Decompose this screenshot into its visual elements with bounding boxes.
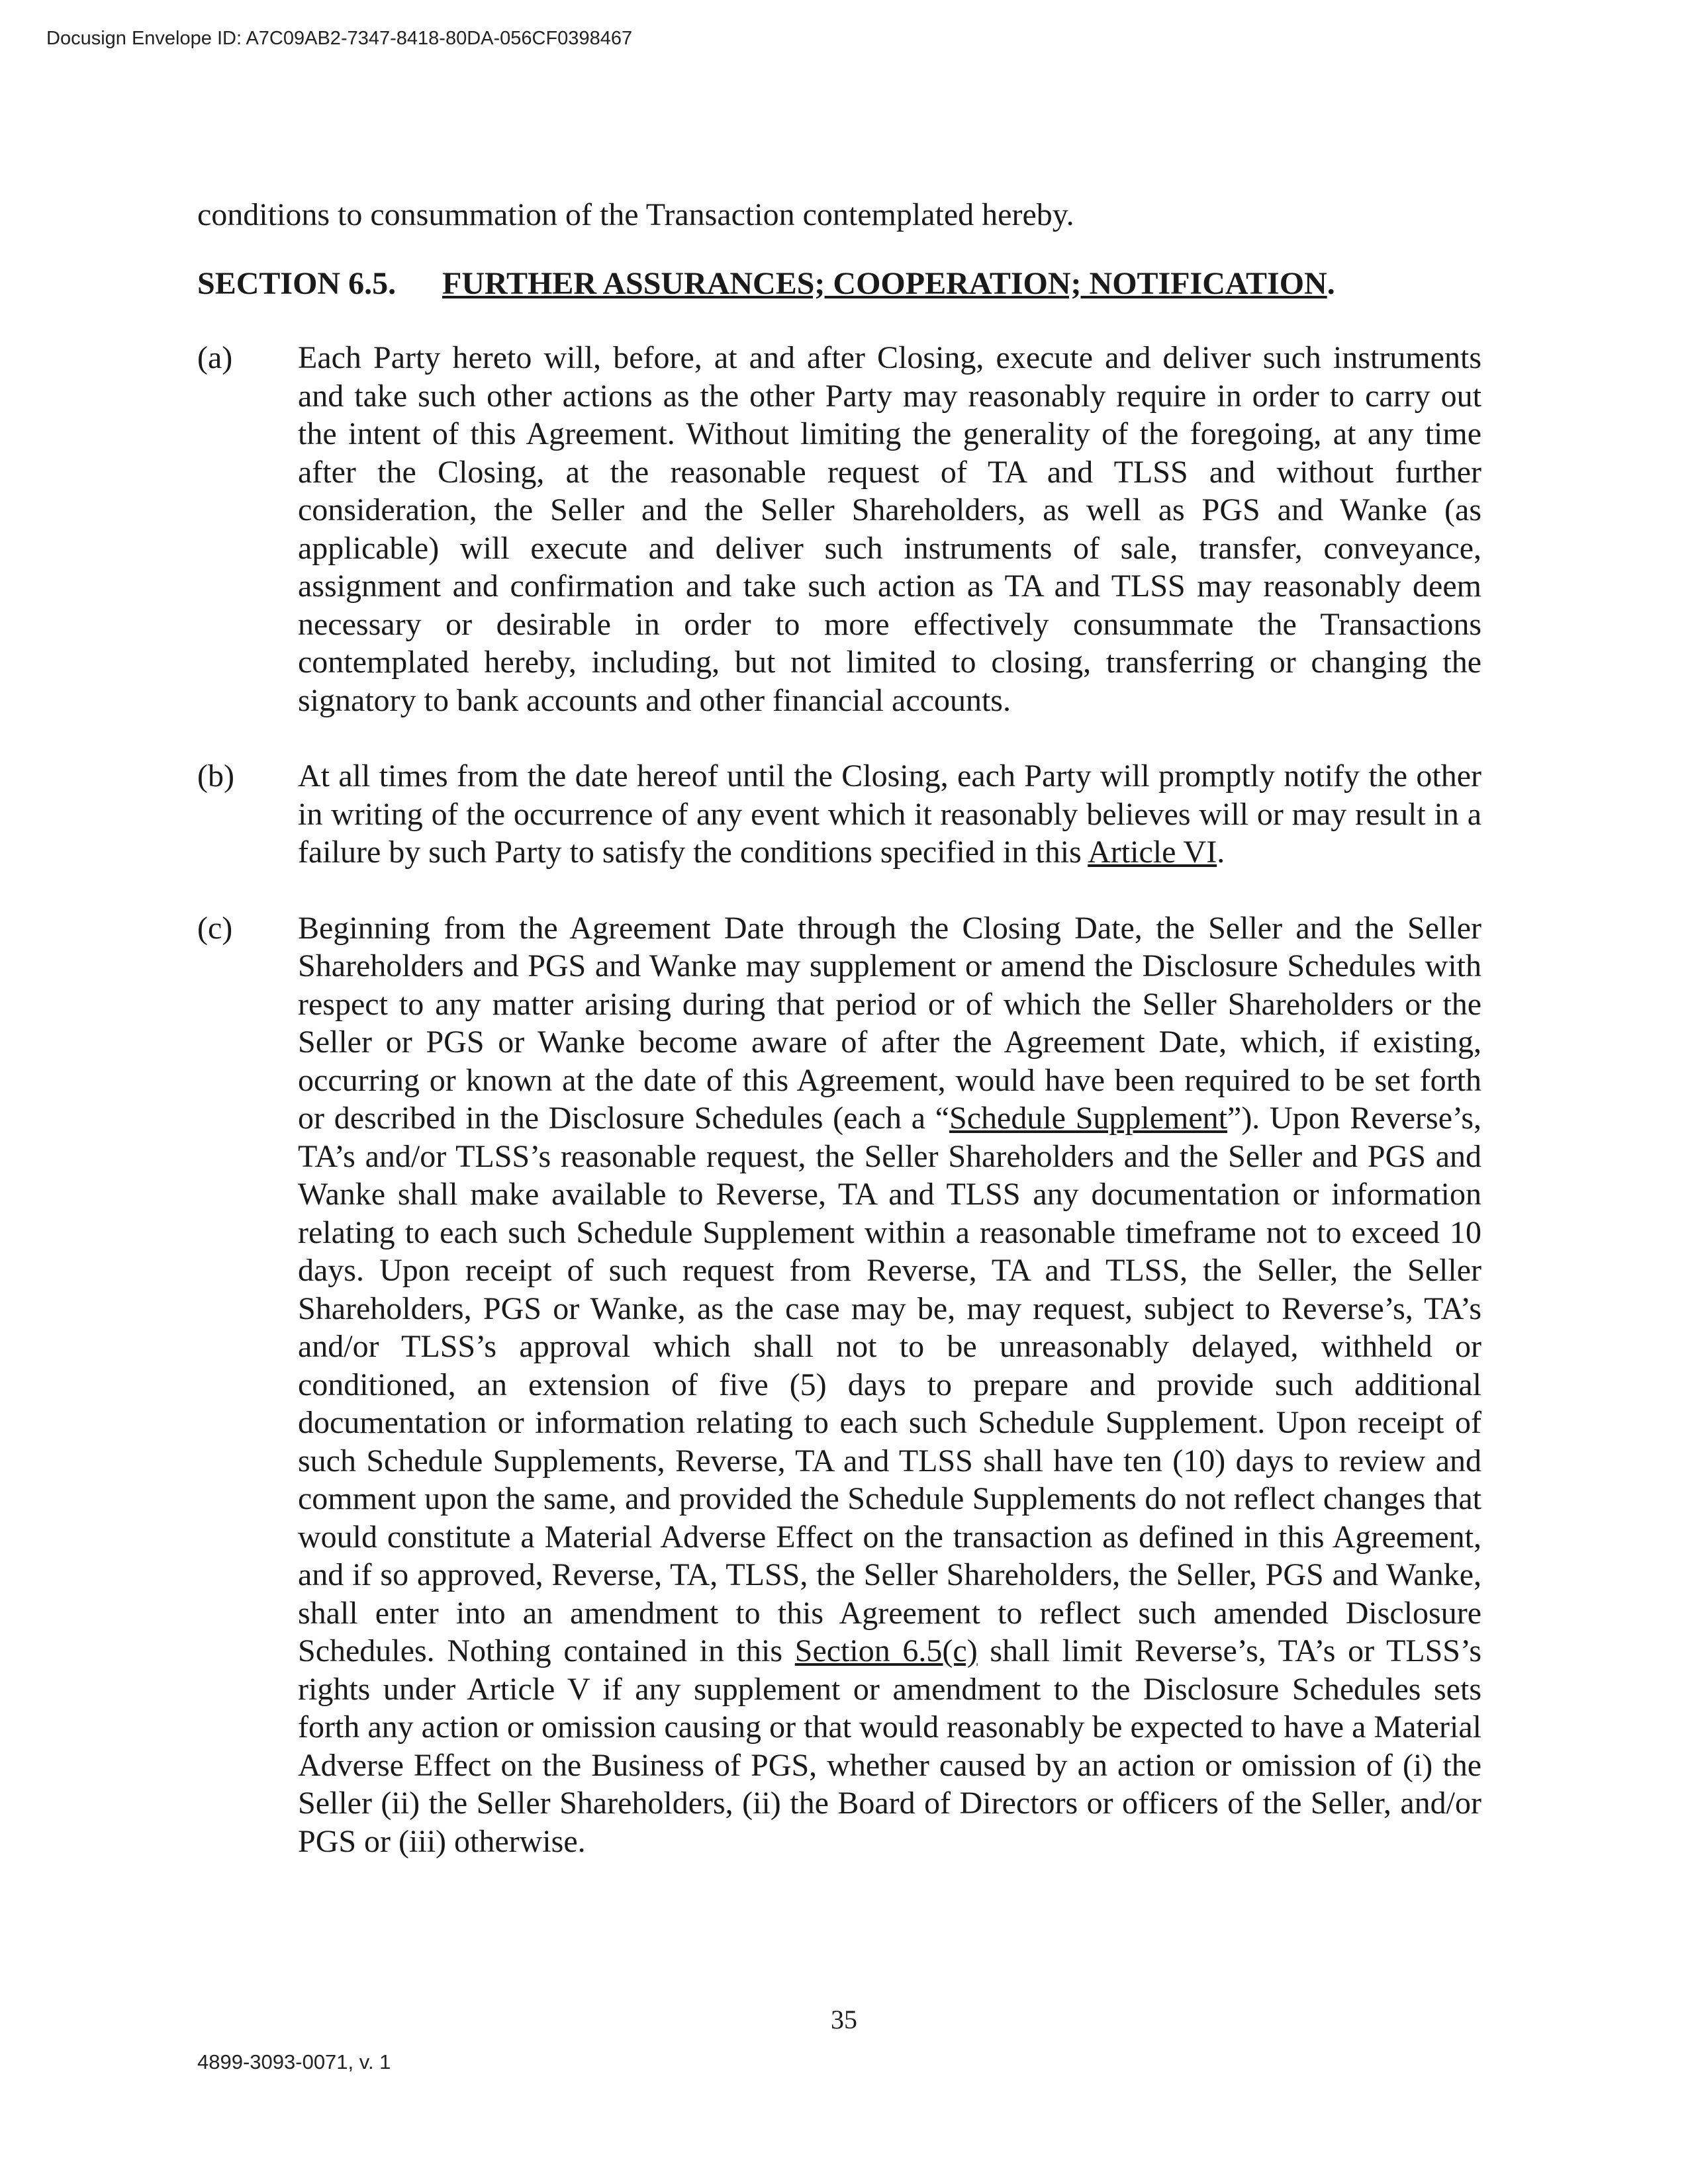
paragraph-b-label: (b) xyxy=(197,758,234,794)
section-title: FURTHER ASSURANCES; COOPERATION; NOTIFICATION xyxy=(442,265,1327,301)
paragraph-b-text xyxy=(298,757,1481,872)
paragraph-c-text-part-2: ”). Upon Reverse’s, TA’s and/or TLSS’s reasonable request, the Seller Shareholders and the Seller and PGS and Wanke shall make available to Reverse, TA and TLSS any documentation or information relating to each such Schedule Supplement within a reasonable timeframe not to exceed 10 days. Upon receipt of such request from Reverse, TA and TLSS, the Seller, the Seller Shareholders, PGS or Wanke, as the case may be, may request, subject to Reverse’s, TA’s and/or TLSS’s approval which shall not to be unreasonably delayed, withheld or conditioned, an extension of five (5) days to prepare and provide such additional documentation or information relating to each such Schedule Supplement. Upon receipt of such Schedule Supplements, Reverse, TA and TLSS shall have ten (10) days to review and comment upon the same, and provided the Schedule Supplements do not reflect changes that would constitute a Material Adverse Effect on the transaction as defined in this Agreement, and if so approved, Reverse, TA, TLSS, the Seller Shareholders, the Seller, PGS and Wanke, shall enter into an amendment to this Agreement to reflect such amended Disclosure Schedules. Nothing contained in this xyxy=(298,1101,1482,1668)
continuation-text: conditions to consummation of the Transaction contemplated hereby. xyxy=(197,197,1074,232)
paragraph-a-text: Each Party hereto will, before, at and after Closing, execute and deliver such instruments and take such other actions as the other Party may reasonably require in order to carry out the intent of this Agreement. Without limiting the generality of the foregoing, at any time after the Closing, at the reasonable request of TA and TLSS and without further consideration, the Seller and the Seller Shareholders, as well as PGS and Wanke (as applicable) will execute and deliver such instruments of sale, transfer, conveyance, assignment and confirmation and take such action as TA and TLSS may reasonably deem necessary or desirable in order to more effectively consummate the Transactions contemplated hereby, including, but not limited to closing, transferring or changing the signatory to bank accounts and other financial accounts. xyxy=(298,340,1481,718)
paragraph-c-label: (c) xyxy=(197,910,233,946)
paragraph-b-text-main: At all times from the date hereof until the Closing, each Party will promptly notify the other in writing of the occurrence of any event which it reasonably believes will or may result in a failure by such Party to satisfy the conditions specified in this xyxy=(298,758,1481,870)
section-6-5c-reference: Section 6.5(c) xyxy=(794,1633,978,1668)
article-vi-reference: Article VI xyxy=(1088,835,1217,870)
schedule-supplement-term: Schedule Supplement xyxy=(949,1101,1228,1136)
paragraph-b xyxy=(197,757,1481,872)
docusign-envelope-id: Docusign Envelope ID: A7C09AB2-7347-8418-80DA-056CF0398467 xyxy=(46,28,633,49)
document-body xyxy=(197,196,1481,1860)
paragraph-b-text-end: . xyxy=(1217,835,1225,870)
paragraph-c-text-part-3: shall limit Reverse’s, TA’s or TLSS’s rights under Article V if any supplement or amendment to the Disclosure Schedules sets forth any action or omission causing or that would reasonably be expected to have a Material Adverse Effect on the Business of PGS, whether caused by an action or omission of (i) the Seller (ii) the Seller Shareholders, (ii) the Board of Directors or officers of the Seller, and/or PGS or (iii) otherwise. xyxy=(298,1633,1481,1859)
footer-document-id: 4899-3093-0071, v. 1 xyxy=(197,2050,391,2073)
paragraph-a xyxy=(197,339,1481,719)
page-number: 35 xyxy=(831,2005,857,2034)
paragraph-c-text-part-1: Beginning from the Agreement Date through the Closing Date, the Seller and the Seller Shareholders and PGS and Wanke may supplement or amend the Disclosure Schedules with respect to any matter arising during that period or of which the Seller Shareholders or the Seller or PGS or Wanke become aware of after the Agreement Date, which, if existing, occurring or known at the date of this Agreement, would have been required to be set forth or described in the Disclosure Schedules (each a “ xyxy=(298,910,1481,1136)
section-title-period: . xyxy=(1327,265,1335,301)
section-heading xyxy=(197,265,1481,303)
paragraph-a-label: (a) xyxy=(197,340,233,375)
paragraph-c xyxy=(197,909,1481,1861)
paragraph-c-text xyxy=(298,909,1481,1861)
section-number: SECTION 6.5. xyxy=(197,265,397,301)
